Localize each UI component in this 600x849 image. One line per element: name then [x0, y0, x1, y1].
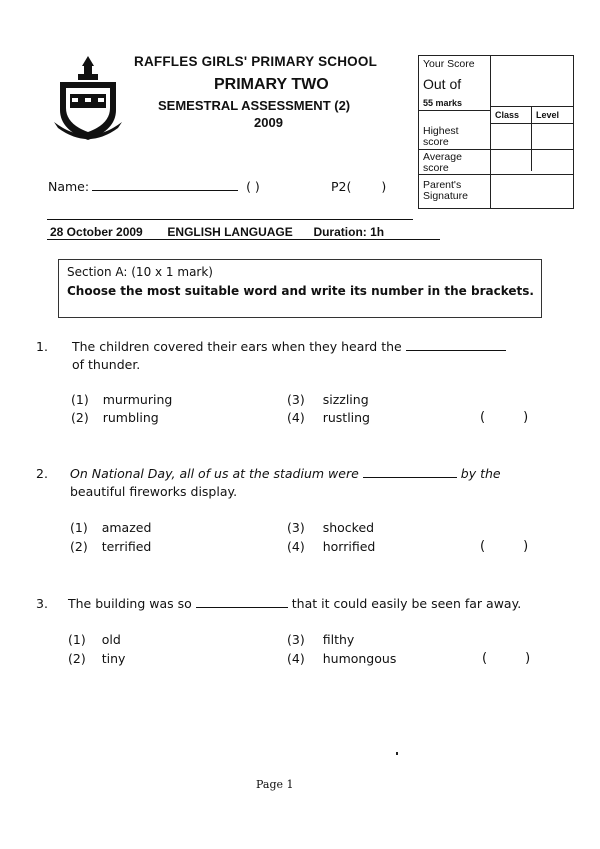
section-a-box — [58, 259, 542, 318]
question-1-number: 1. — [36, 339, 48, 354]
scan-speck — [396, 752, 398, 755]
question-3-text: The building was so that it could easily be seen far away. — [68, 596, 522, 611]
q1-answer-bracket[interactable]: ( ) — [480, 410, 529, 425]
divider-bottom — [47, 239, 440, 240]
average-score-label: Average score — [423, 151, 462, 174]
q2-option-2[interactable]: (2) terrified — [70, 539, 152, 554]
class-close: ) — [381, 179, 387, 194]
q2-answer-bracket[interactable]: ( ) — [480, 539, 529, 554]
school-name: RAFFLES GIRLS' PRIMARY SCHOOL — [134, 54, 378, 69]
class-label: P2( — [331, 179, 352, 194]
exam-info — [50, 225, 384, 239]
question-2-blank — [363, 467, 457, 478]
page-number: Page 1 — [256, 778, 294, 791]
divider-top — [47, 219, 413, 220]
q2-option-1[interactable]: (1) amazed — [70, 520, 152, 535]
parent-signature-label: Parent's Signature — [423, 179, 468, 202]
q1-option-1[interactable]: (1) murmuring — [71, 392, 173, 407]
section-title: Section A: (10 x 1 mark) — [67, 265, 213, 279]
q1-option-2[interactable]: (2) rumbling — [71, 410, 159, 425]
section-instruction: Choose the most suitable word and write its number in the brackets. — [67, 284, 534, 298]
exam-date: 28 October 2009 — [50, 225, 143, 239]
highest-score-label: Highest score — [423, 125, 459, 148]
question-2-text: On National Day, all of us at the stadium were by the — [70, 466, 501, 481]
index-brackets[interactable]: ( ) — [246, 179, 260, 194]
q1-option-3[interactable]: (3) sizzling — [287, 392, 369, 407]
name-field — [48, 179, 260, 194]
q3-option-1[interactable]: (1) old — [68, 632, 121, 647]
out-of-label: Out of — [423, 76, 462, 92]
q3-option-2[interactable]: (2) tiny — [68, 651, 126, 666]
class-field — [331, 179, 386, 194]
question-1-blank — [406, 340, 506, 351]
question-3-blank — [196, 597, 288, 608]
q3-answer-bracket[interactable]: ( ) — [482, 651, 531, 666]
assessment-title: SEMESTRAL ASSESSMENT (2) — [158, 98, 351, 113]
your-score-label: Your Score — [423, 58, 475, 70]
class-column-header: Class — [495, 110, 520, 120]
q2-option-3[interactable]: (3) shocked — [287, 520, 375, 535]
level-column-header: Level — [536, 110, 560, 120]
name-blank[interactable] — [92, 179, 238, 191]
question-2-number: 2. — [36, 466, 48, 481]
question-1-text-cont: of thunder. — [72, 357, 141, 372]
exam-duration: Duration: 1h — [313, 225, 385, 239]
q1-option-4[interactable]: (4) rustling — [287, 410, 370, 425]
question-1-text: The children covered their ears when they heard the — [72, 338, 542, 356]
score-box — [418, 55, 574, 209]
total-marks: 55 marks — [423, 98, 463, 108]
school-crest-logo — [52, 52, 124, 144]
question-3-number: 3. — [36, 596, 48, 611]
q3-option-4[interactable]: (4) humongous — [287, 651, 397, 666]
assessment-year: 2009 — [254, 115, 283, 130]
level-title: PRIMARY TWO — [214, 76, 329, 93]
question-2-text-cont: beautiful fireworks display. — [70, 484, 238, 499]
name-label: Name: — [48, 179, 90, 194]
exam-subject: ENGLISH LANGUAGE — [167, 225, 293, 239]
q2-option-4[interactable]: (4) horrified — [287, 539, 376, 554]
q3-option-3[interactable]: (3) filthy — [287, 632, 355, 647]
